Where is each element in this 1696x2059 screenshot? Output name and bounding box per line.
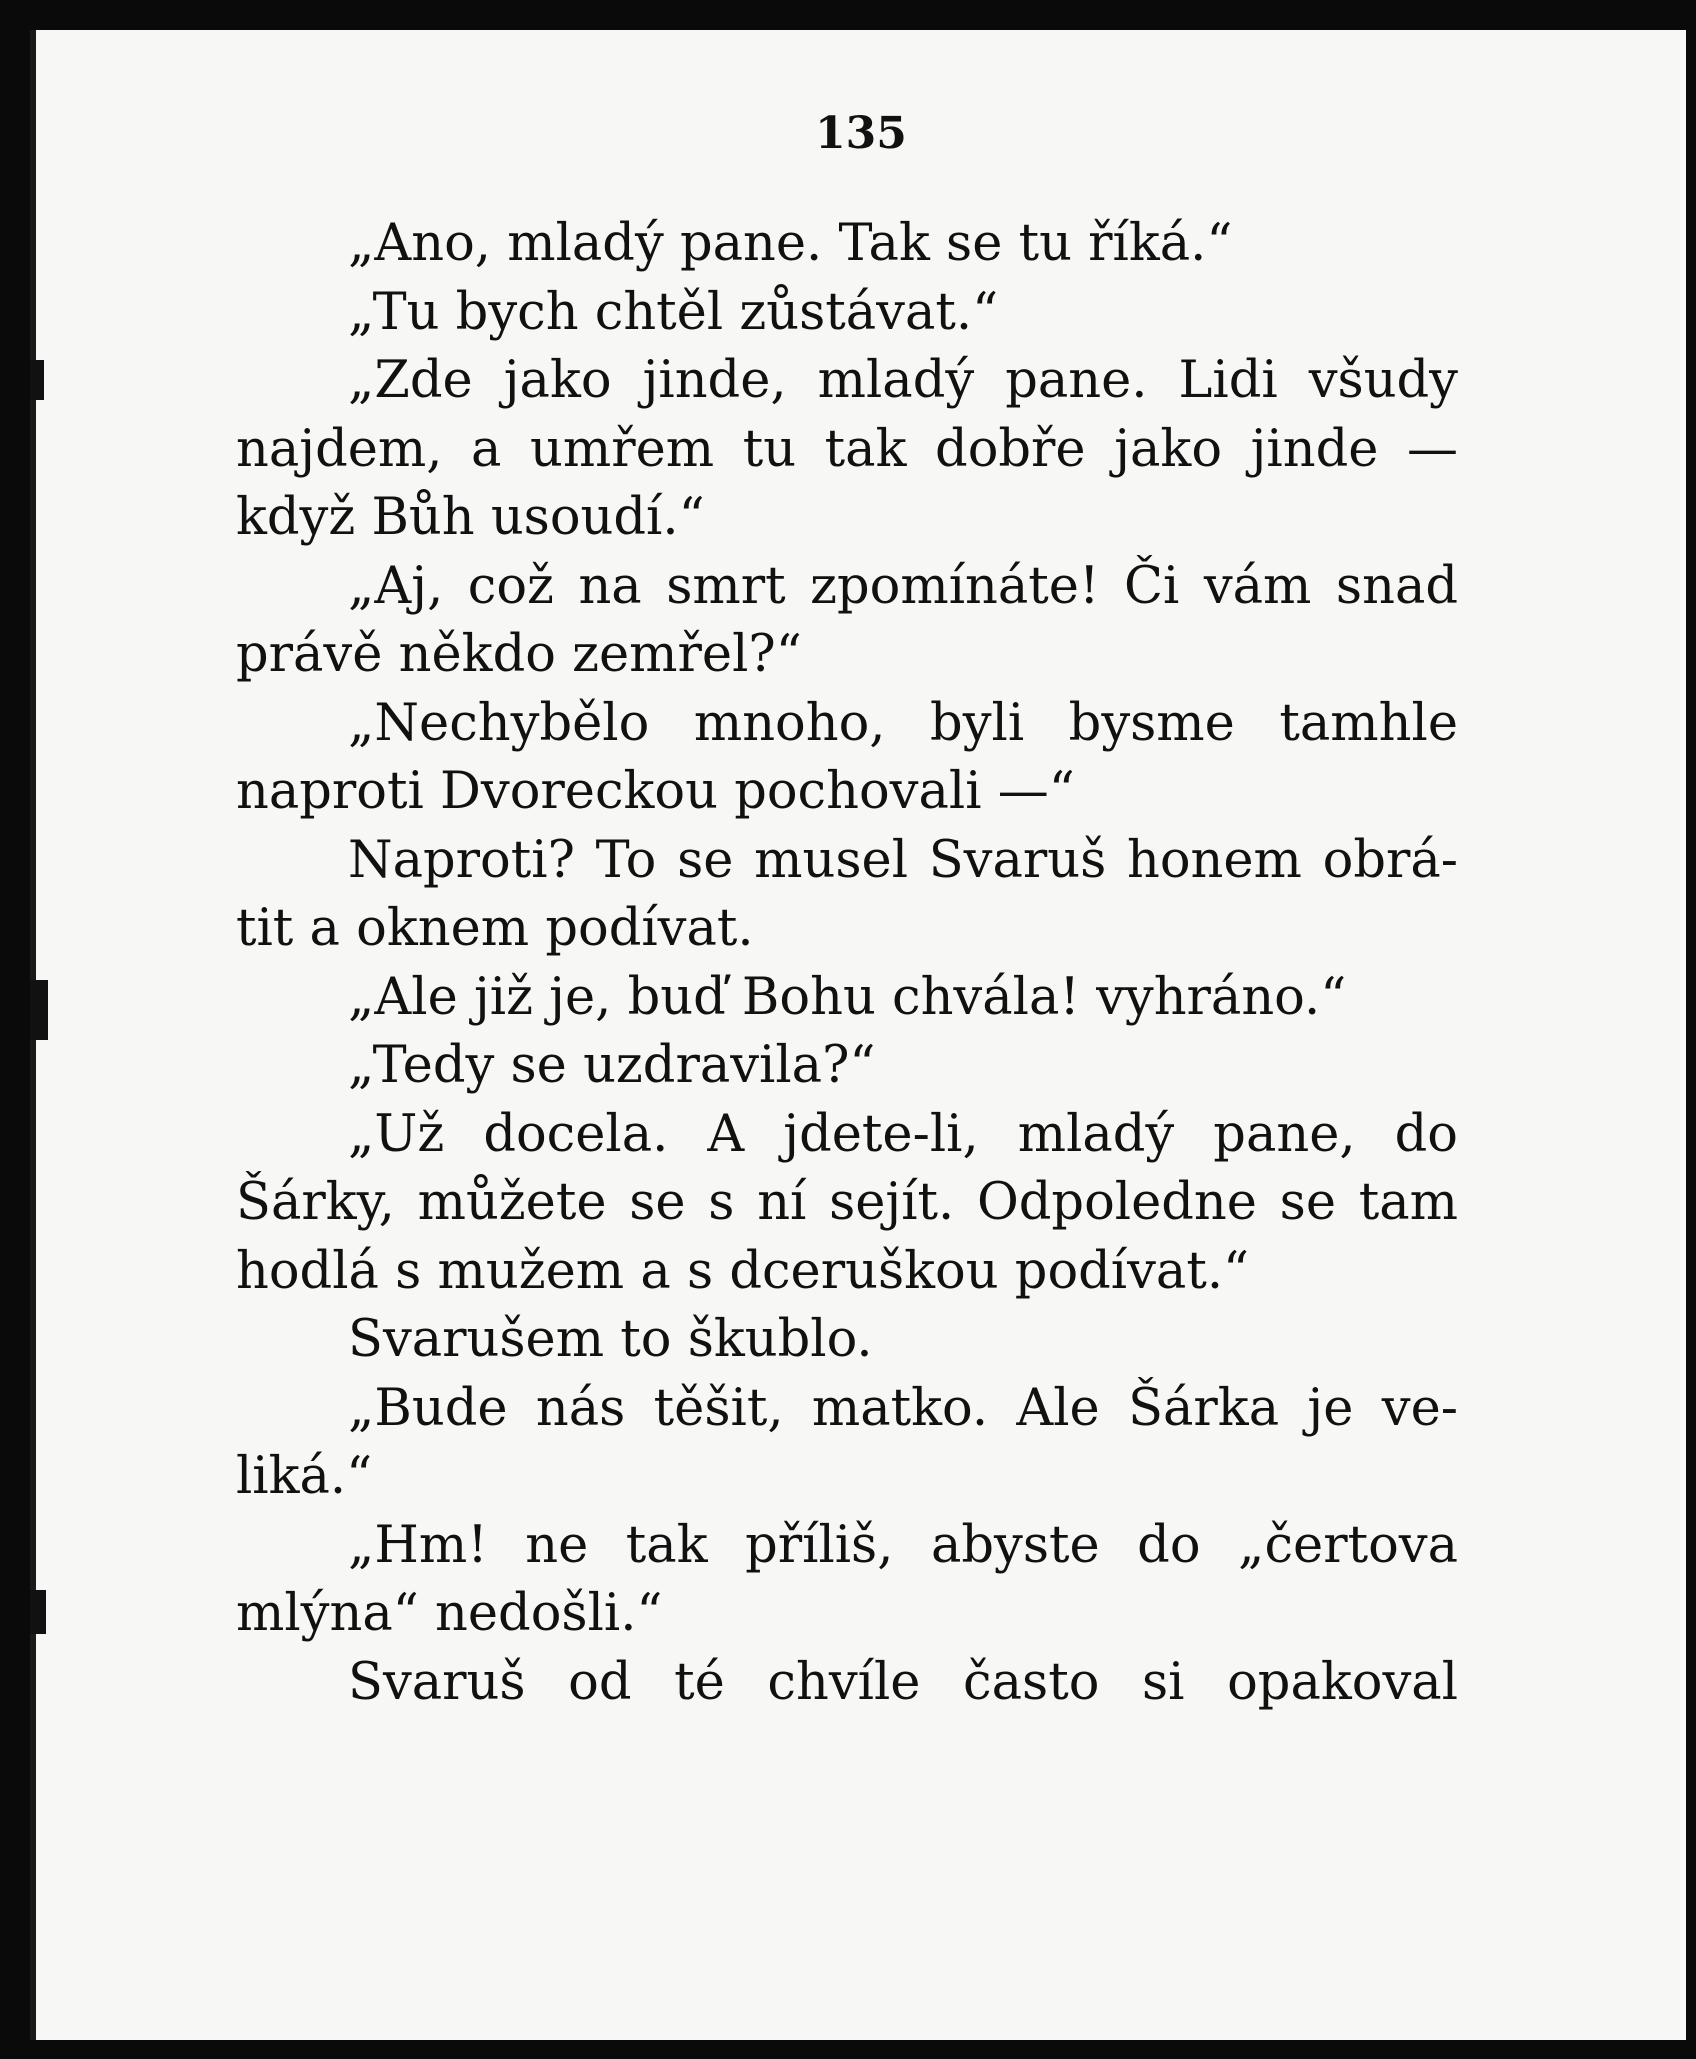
page-number: 135: [815, 108, 907, 159]
text-line: „Bude nás těšit, matko. Ale Šárka je ve-: [348, 1378, 1458, 1438]
text-line: „Tedy se uzdravila?“: [348, 1036, 876, 1095]
text-line: „Ano, mladý pane. Tak se tu říká.“: [348, 214, 1233, 273]
text-line: právě někdo zemřel?“: [236, 625, 802, 684]
text-line: mlýna“ nedošli.“: [236, 1584, 663, 1643]
text-line: „Nechybělo mnoho, byli bysme tamhle: [348, 693, 1458, 753]
text-line: „Tu bych chtěl zůstávat.“: [348, 282, 999, 342]
text-line: Svarušem to škublo.: [348, 1310, 873, 1369]
text-line: hodlá s mužem a s dceruškou podívat.“: [236, 1241, 1250, 1301]
text-line: „Už docela. A jdete-li, mladý pane, do: [348, 1104, 1458, 1164]
page-body-text: [236, 210, 1458, 1717]
text-line: liká.“: [236, 1447, 373, 1506]
text-line: tit a oknem podívat.: [236, 899, 754, 958]
binding-mark: [30, 360, 44, 400]
text-line: Svaruš od té chvíle často si opakoval: [348, 1652, 1458, 1712]
binding-mark: [30, 980, 48, 1040]
text-line: Šárky, můžete se s ní sejít. Odpoledne se tam: [236, 1173, 1458, 1232]
book-page: [30, 30, 1686, 2040]
text-line: „Ale již je, buď Bohu chvála! vyhráno.“: [348, 967, 1347, 1027]
binding-mark: [30, 1590, 46, 1634]
text-line: když Bůh usoudí.“: [236, 488, 705, 547]
text-line: „Zde jako jinde, mladý pane. Lidi všudy: [348, 351, 1458, 410]
text-line: Naproti? To se musel Svaruš honem obrá-: [348, 830, 1458, 890]
text-line: „Aj, což na smrt zpomínáte! Či vám snad: [348, 556, 1458, 616]
text-line: najdem, a umřem tu tak dobře jako jinde —: [236, 419, 1458, 479]
text-line: „Hm! ne tak příliš, abyste do „čertova: [348, 1515, 1458, 1575]
text-line: naproti Dvoreckou pochovali —“: [236, 762, 1075, 821]
